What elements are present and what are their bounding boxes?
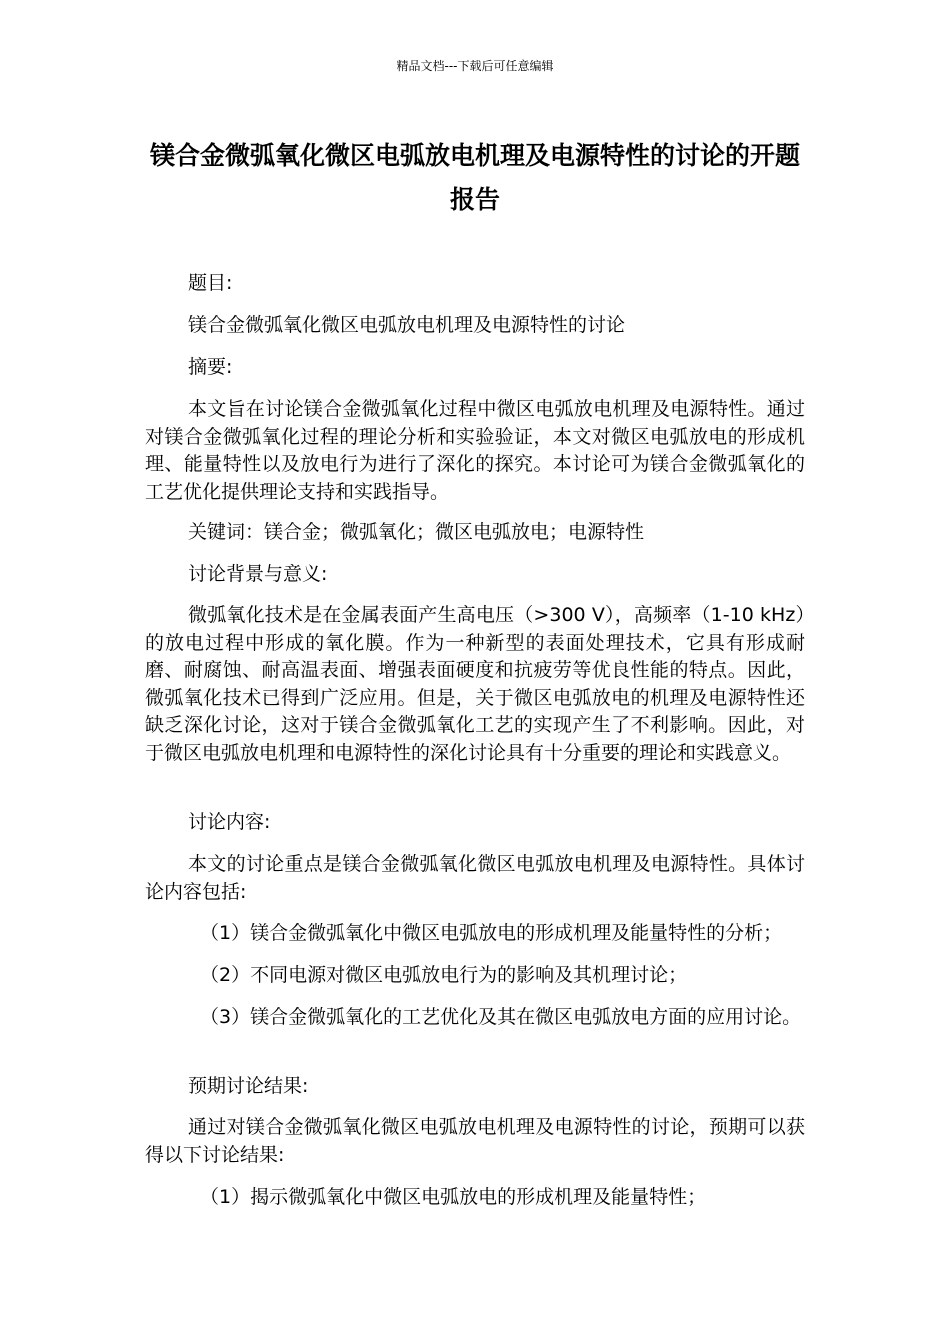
abstract-label: 摘要: [188,356,233,378]
content-intro: 本文的讨论重点是镁合金微弧氧化微区电弧放电机理及电源特性。具体讨论内容包括: [145,853,805,903]
keywords: 关键词：镁合金；微弧氧化；微区电弧放电；电源特性 [188,521,645,543]
topic-text: 镁合金微弧氧化微区电弧放电机理及电源特性的讨论 [188,314,626,336]
content-label: 讨论内容: [188,811,271,833]
content-item-2: （2）不同电源对微区电弧放电行为的影响及其机理讨论； [200,964,688,986]
abstract-text: 本文旨在讨论镁合金微弧氧化过程中微区电弧放电机理及电源特性。通过对镁合金微弧氧化过程的理论分析和实验验证，本文对微区电弧放电的形成机理、能量特性以及放电行为进行了深化的探究。本讨论可为镁合金微弧氧化的工艺优化提供理论支持和实践指导。 [145,398,805,503]
content-item-3: （3）镁合金微弧氧化的工艺优化及其在微区电弧放电方面的应用讨论。 [200,1006,802,1028]
background-label: 讨论背景与意义: [188,563,328,585]
document-title: 镁合金微弧氧化微区电弧放电机理及电源特性的讨论的开题报告 [149,141,800,214]
topic-label: 题目: [188,272,233,294]
results-intro: 通过对镁合金微弧氧化微区电弧放电机理及电源特性的讨论，预期可以获得以下讨论结果: [145,1116,805,1166]
background-text: 微弧氧化技术是在金属表面产生高电压（>300 V），高频率（1-10 kHz）的放电过程中形成的氧化膜。作为一种新型的表面处理技术，它具有形成耐磨、耐腐蚀、耐高温表面、增强表面硬度和抗疲劳等优良性能的特点。因此，微弧氧化技术已得到广泛应用。但是，关于微区电弧放电的机理及电源特性还缺乏深化讨论，这对于镁合金微弧氧化工艺的实现产生了不利影响。因此，对于微区电弧放电机理和电源特性的深化讨论具有十分重要的理论和实践意义。 [145,604,805,764]
results-item-1: （1）揭示微弧氧化中微区电弧放电的形成机理及能量特性； [200,1186,707,1208]
content-item-1: （1）镁合金微弧氧化中微区电弧放电的形成机理及能量特性的分析； [200,922,783,944]
header-note: 精品文档---下载后可任意编辑 [396,59,554,73]
results-label: 预期讨论结果: [188,1075,309,1097]
